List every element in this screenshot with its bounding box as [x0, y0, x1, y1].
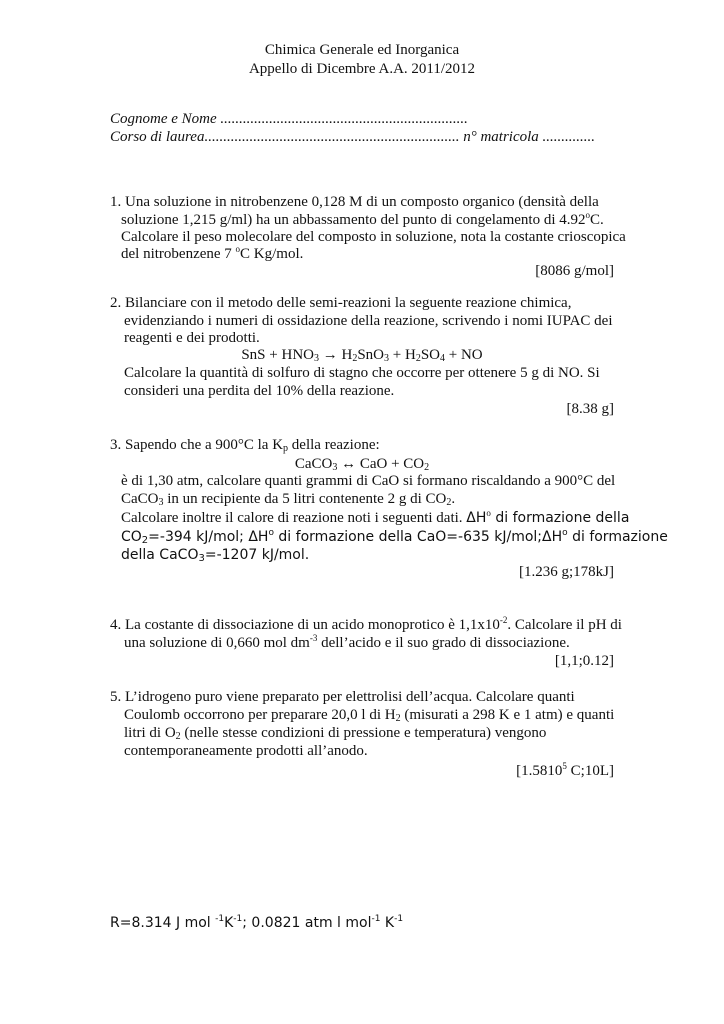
q3-line6: della CaCO$_3$=-1207 kJ/mol. [121, 547, 310, 564]
q5-number: 5. [110, 689, 122, 705]
q1-number: 1. [110, 194, 122, 210]
q5-line3: litri di $O_2$ (nelle stesse condizioni di pressione e temperatura) vengono [124, 725, 547, 742]
q4-line2: una soluzione di 0,660 mol $dm^{-3}$ dell’acido e il suo grado di dissociazione. [124, 633, 570, 651]
q5-line1: 5. L’idrogeno puro viene preparato per elettrolisi dell’acqua. Calcolare quanti [110, 689, 575, 705]
q5-line2: Coulomb occorrono per preparare 20,0 l di $H_2$ (misurati a 298 K e 1 atm) e quanti [124, 707, 615, 724]
q3-line2: è di 1,30 atm, calcolare quanti grammi di CaO si formano riscaldando a 900°C del [121, 473, 616, 489]
q2-line2: evidenziando i numeri di ossidazione della reazione, scrivendo i nomi IUPAC dei [124, 313, 613, 329]
q1-line3: Calcolare il peso molecolare del composto in soluzione, nota la costante crioscopica [121, 229, 626, 245]
q5-answer: [1.5810$^5$ C;10L] [516, 761, 614, 779]
q2-reaction: SnS + $HNO_3 \to H_2SnO_3 + H_2SO_4$ + NO [241, 347, 483, 364]
q2-line4: Calcolare la quantità di solfuro di stagno che occorre per ottenere 5 g di NO. Si [124, 365, 600, 381]
q1-line2: soluzione 1,215 g/ml) ha un abbassamento del punto di congelamento di 4.92$^o$C. [121, 210, 604, 228]
exam-title: Chimica Generale ed Inorganica [264, 42, 460, 58]
name-label: Cognome e Nome [110, 111, 217, 127]
q2-line5: consideri una perdita del 10% della reazione. [124, 383, 395, 399]
course-dots: .................................................................... [204, 129, 460, 145]
q1-line4: del nitrobenzene 7 $^o$C Kg/mol. [121, 244, 304, 262]
name-dots: .................................................................. [220, 111, 468, 127]
name-field [110, 110, 468, 128]
q2-line1: 2. Bilanciare con il metodo delle semi-reazioni la seguente reazione chimica, [110, 295, 572, 311]
exam-subtitle: Appello di Dicembre A.A. 2011/2012 [248, 61, 476, 77]
q2-answer: [8.38 g] [566, 401, 614, 417]
q3-line4: Calcolare inoltre il calore di reazione noti i seguenti dati. $\Delta H^o$ di formazione della [121, 508, 630, 526]
matricola-dots: .............. [542, 129, 596, 145]
q3-answer: [1.236 g;178kJ] [519, 564, 614, 580]
q4-number: 4. [110, 617, 122, 633]
q4-line1: 4. La costante di dissociazione di un acido monoprotico è $1,1x10^{-2}$. Calcolare il pH di [110, 615, 622, 633]
q5-line4: contemporaneamente prodotti all’anodo. [124, 743, 368, 759]
q3-line1: 3. Sapendo che a 900°C la $K_p$ della reazione: [110, 437, 380, 454]
matricola-label: n° matricola [463, 129, 539, 145]
q3-line3: CaCO$_3$ in un recipiente da 5 litri contenente 2 g di $CO_2$. [121, 491, 456, 508]
q3-number: 3. [110, 437, 122, 453]
q4-answer: [1,1;0.12] [554, 653, 614, 669]
course-field [110, 128, 595, 146]
q1-line1: 1. Una soluzione in nitrobenzene 0,128 M di un composto organico (densità della [110, 194, 599, 210]
q3-line5: $CO_2=-394$ kJ/mol; $\Delta H^o$ di formazione della CaO=-635 $kJ/mol;\Delta H^o$ di formazione [121, 528, 668, 546]
q2-number: 2. [110, 295, 122, 311]
course-label: Corso di laurea [110, 129, 205, 145]
q3-reaction: CaCO$_3$ ↔ CaO + $CO_2$ [294, 456, 430, 473]
q1-answer: [8086 g/mol] [535, 263, 614, 279]
q2-line3: reagenti e dei prodotti. [124, 330, 260, 346]
gas-constant-footer: R=8.314 J mol $^{-1}K^{-1}$; 0.0821 atm l mol$^{-1}$ $K^{-1}$ [110, 914, 404, 931]
